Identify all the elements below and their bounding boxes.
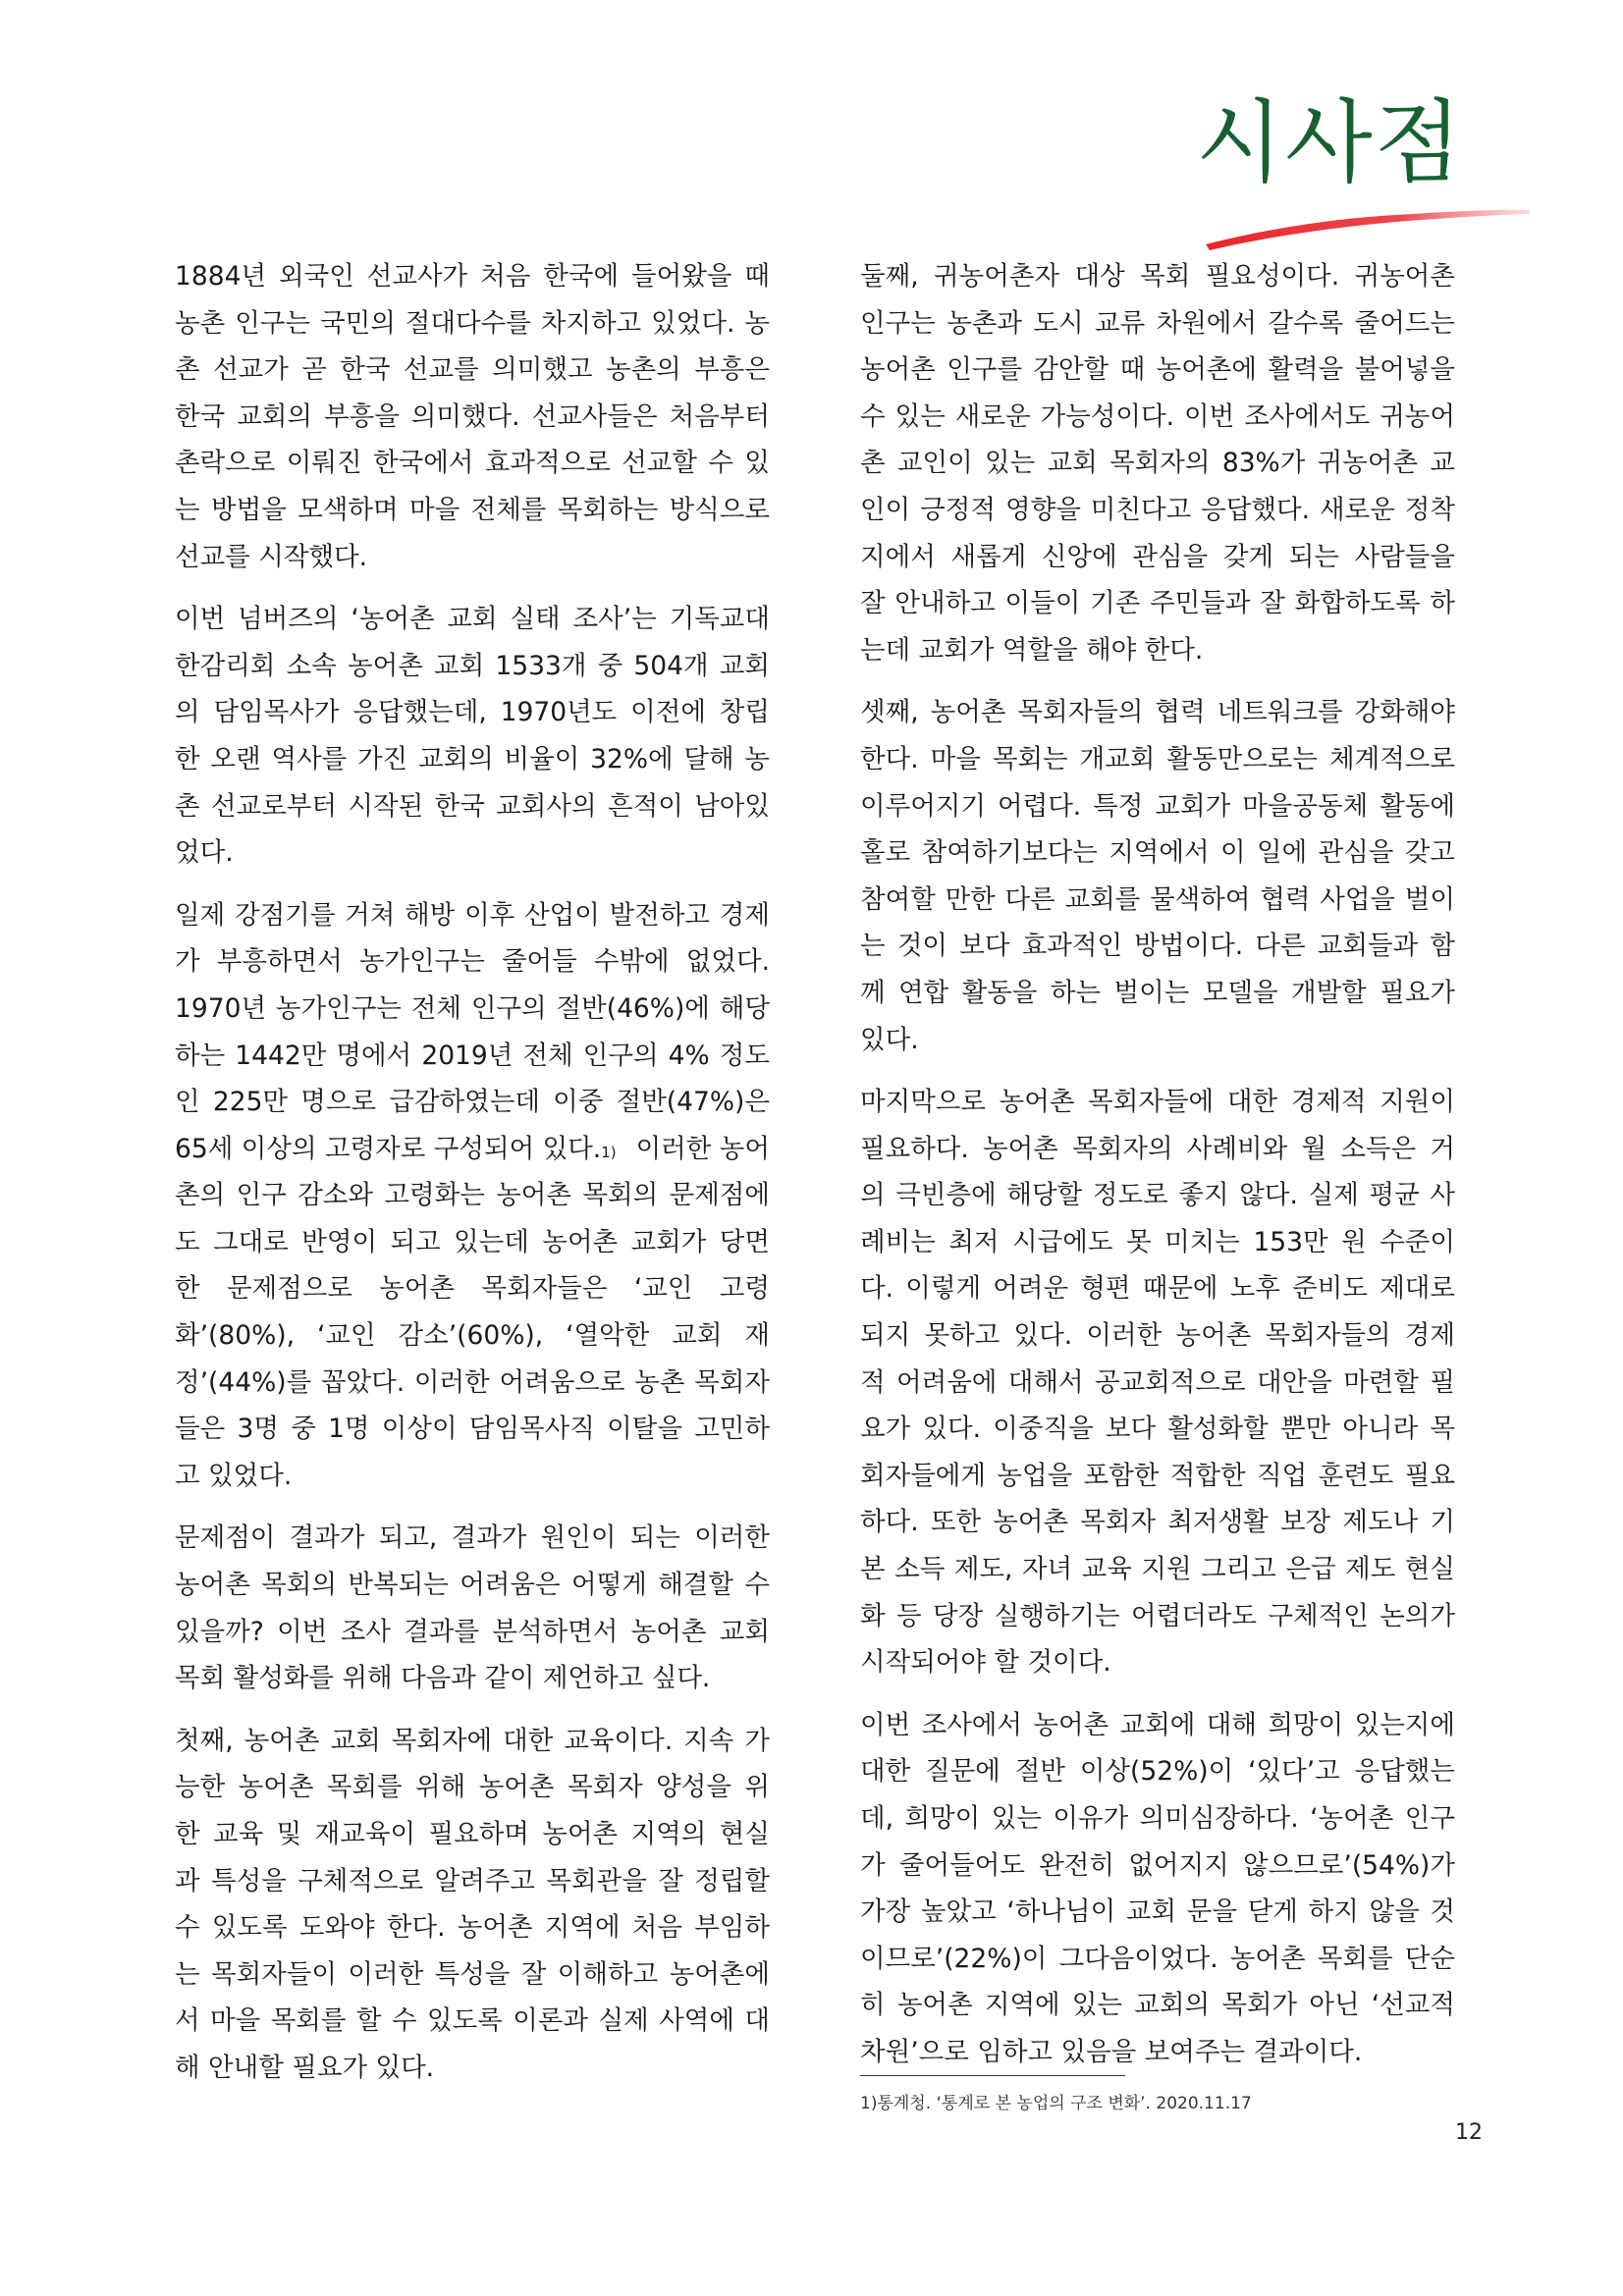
text-line: 하다. 또한 농어촌 목회자 최저생활 보장 제도나 기 xyxy=(860,1507,1455,1538)
text-line: 한국 교회의 부흥을 의미했다. 선교사들은 처음부터 xyxy=(175,400,770,432)
text-line: 농어촌 목회의 반복되는 어려움은 어떻게 해결할 수 xyxy=(175,1570,770,1601)
text-line: 데, 희망이 있는 이유가 의미심장하다. ‘농어촌 인구 xyxy=(860,1803,1455,1834)
text-line: 는 방법을 모색하며 마을 전체를 목회하는 방식으로 xyxy=(175,494,770,525)
text-line: 한 오랜 역사를 가진 교회의 비율이 32%에 달해 농 xyxy=(175,743,770,774)
text-line: 시작되어야 할 것이다. xyxy=(860,1647,1111,1679)
text-line: 화’(80%), ‘교인 감소’(60%), ‘열악한 교회 재 xyxy=(175,1320,770,1352)
page-title: 시사점 xyxy=(1196,90,1464,195)
text-line: 촌 선교가 곧 한국 선교를 의미했고 농촌의 부흥은 xyxy=(175,354,770,386)
text-line: 는 것이 보다 효과적인 방법이다. 다른 교회들과 함 xyxy=(860,931,1455,962)
text-line: 적 어려움에 대해서 공교회적으로 대안을 마련할 필 xyxy=(860,1366,1455,1398)
text-line: 차원’으로 임하고 있음을 보여주는 결과이다. xyxy=(860,2036,1363,2067)
paragraph xyxy=(860,689,1455,1063)
text-line: 인 225만 명으로 급감하였는데 이중 절반(47%)은 xyxy=(175,1087,770,1118)
text-line: 첫째, 농어촌 교회 목회자에 대한 교육이다. 지속 가 xyxy=(175,1725,770,1756)
paragraph xyxy=(860,1079,1455,1686)
text-line: 이루어지기 어렵다. 특정 교회가 마을공동체 활동에 xyxy=(860,790,1455,822)
text-line: 서 마을 목회를 할 수 있도록 이론과 실제 사역에 대 xyxy=(175,2005,770,2037)
red-brush-stroke-decoration xyxy=(1200,201,1534,250)
text-line: 홀로 참여하기보다는 지역에서 이 일에 관심을 갖고 xyxy=(860,837,1455,869)
text-line: 께 연합 활동을 하는 벌이는 모델을 개발할 필요가 xyxy=(860,977,1455,1008)
footnote: 1)통계청. ‘통계로 본 농업의 구조 변화’. 2020.11.17 xyxy=(860,2094,1252,2113)
text-line: 촌락으로 이뤄진 한국에서 효과적으로 선교할 수 있 xyxy=(175,448,770,479)
text-line: 인이 긍정적 영향을 미친다고 응답했다. 새로운 정착 xyxy=(860,494,1455,525)
text-line: 는데 교회가 역할을 해야 한다. xyxy=(860,634,1204,666)
text-line: 수 있는 새로운 가능성이다. 이번 조사에서도 귀농어 xyxy=(860,400,1455,432)
paragraph xyxy=(175,253,770,580)
text-line: 농촌 인구는 국민의 절대다수를 차지하고 있었다. 농 xyxy=(175,307,770,339)
text-line: 선교를 시작했다. xyxy=(175,541,368,572)
text-line: 정’(44%)를 꼽았다. 이러한 어려움으로 농촌 목회자 xyxy=(175,1366,770,1398)
text-line: 촌의 인구 감소와 고령화는 농어촌 목회의 문제점에 xyxy=(175,1180,770,1211)
paragraph xyxy=(175,892,770,1500)
text-line: 1884년 외국인 선교사가 처음 한국에 들어왔을 때 xyxy=(175,261,770,292)
text-line: 이번 넘버즈의 ‘농어촌 교회 실태 조사’는 기독교대 xyxy=(175,604,770,635)
text-line: 촌 교인이 있는 교회 목회자의 83%가 귀농어촌 교 xyxy=(860,448,1455,479)
text-line: 농어촌 인구를 감안할 때 농어촌에 활력을 불어넣을 xyxy=(860,354,1455,386)
footnote-divider xyxy=(860,2075,1125,2076)
text-line: 이번 조사에서 농어촌 교회에 대해 희망이 있는지에 xyxy=(860,1709,1455,1740)
text-line: 촌 선교로부터 시작된 한국 교회사의 흔적이 남아있 xyxy=(175,790,770,822)
text-line: 한 교육 및 재교육이 필요하며 농어촌 지역의 현실 xyxy=(175,1819,770,1849)
text-line: 었다. xyxy=(175,837,234,869)
text-line: 하는 1442만 명에서 2019년 전체 인구의 4% 정도 xyxy=(175,1040,770,1071)
text-line: 들은 3명 중 1명 이상이 담임목사직 이탈을 고민하 xyxy=(175,1414,770,1445)
text-line: 요가 있다. 이중직을 보다 활성화할 뿐만 아니라 목 xyxy=(860,1414,1455,1445)
text-line: 례비는 최저 시급에도 못 미치는 153만 원 수준이 xyxy=(860,1226,1455,1257)
text-line: 가 줄어들어도 완전히 없어지지 않으므로’(54%)가 xyxy=(860,1849,1455,1881)
text-line: 본 소득 제도, 자녀 교육 지원 그리고 은급 제도 현실 xyxy=(860,1554,1455,1585)
text-line-with-footnote: 65세 이상의 고령자로 구성되어 있다. 1) 이러한 농어 xyxy=(175,1126,770,1173)
text-segment: 이러한 농어 xyxy=(627,1133,770,1164)
right-column xyxy=(860,253,1455,2092)
text-line: 과 특성을 구체적으로 알려주고 목회관을 잘 정립할 xyxy=(175,1865,770,1896)
text-line: 잘 안내하고 이들이 기존 주민들과 잘 화합하도록 하 xyxy=(860,588,1455,619)
text-segment: 65세 이상의 고령자로 구성되어 있다. xyxy=(175,1133,602,1164)
text-line: 는 목회자들이 이러한 특성을 잘 이해하고 농어촌에 xyxy=(175,1958,770,1990)
text-line: 목회 활성화를 위해 다음과 같이 제언하고 싶다. xyxy=(175,1663,711,1694)
text-line: 한감리회 소속 농어촌 교회 1533개 중 504개 교회 xyxy=(175,650,770,681)
left-column xyxy=(175,253,770,2108)
text-line: 지에서 새롭게 신앙에 관심을 갖게 되는 사람들을 xyxy=(860,541,1455,572)
text-line: 히 농어촌 지역에 있는 교회의 목회가 아닌 ‘선교적 xyxy=(860,1990,1455,2021)
text-line: 한 문제점으로 농어촌 목회자들은 ‘교인 고령 xyxy=(175,1273,770,1305)
paragraph xyxy=(860,1702,1455,2076)
text-line: 다. 이렇게 어려운 형편 때문에 노후 준비도 제대로 xyxy=(860,1273,1455,1305)
text-line: 있다. xyxy=(860,1024,919,1055)
text-line: 필요하다. 농어촌 목회자의 사례비와 월 소득은 거 xyxy=(860,1133,1455,1164)
page-number: 12 xyxy=(1455,2120,1483,2145)
text-line: 가 부흥하면서 농가인구는 줄어들 수밖에 없었다. xyxy=(175,946,770,978)
text-line: 일제 강점기를 거쳐 해방 이후 산업이 발전하고 경제 xyxy=(175,899,770,931)
text-line: 대한 질문에 절반 이상(52%)이 ‘있다’고 응답했는 xyxy=(860,1756,1455,1788)
text-line: 인구는 농촌과 도시 교류 차원에서 갈수록 줄어드는 xyxy=(860,307,1455,339)
text-line: 도 그대로 반영이 되고 있는데 농어촌 교회가 당면 xyxy=(175,1226,770,1257)
paragraph xyxy=(175,1718,770,2092)
text-line: 고 있었다. xyxy=(175,1460,293,1491)
text-line: 문제점이 결과가 되고, 결과가 원인이 되는 이러한 xyxy=(175,1522,770,1554)
text-line: 되지 못하고 있다. 이러한 농어촌 목회자들의 경제 xyxy=(860,1320,1455,1352)
text-line: 의 담임목사가 응답했는데, 1970년도 이전에 창립 xyxy=(175,697,770,728)
text-line: 둘째, 귀농어촌자 대상 목회 필요성이다. 귀농어촌 xyxy=(860,261,1455,292)
text-line: 가장 높았고 ‘하나님이 교회 문을 닫게 하지 않을 것 xyxy=(860,1896,1455,1928)
text-line: 1970년 농가인구는 전체 인구의 절반(46%)에 해당 xyxy=(175,992,770,1024)
text-line: 마지막으로 농어촌 목회자들에 대한 경제적 지원이 xyxy=(860,1087,1455,1118)
text-line: 수 있도록 도와야 한다. 농어촌 지역에 처음 부임하 xyxy=(175,1912,770,1944)
text-line: 참여할 만한 다른 교회를 물색하여 협력 사업을 벌이 xyxy=(860,883,1455,915)
text-line: 셋째, 농어촌 목회자들의 협력 네트워크를 강화해야 xyxy=(860,697,1455,728)
paragraph xyxy=(860,253,1455,673)
text-line: 화 등 당장 실행하기는 어렵더라도 구체적인 논의가 xyxy=(860,1600,1455,1631)
text-line: 의 극빈층에 해당할 정도로 좋지 않다. 실제 평균 사 xyxy=(860,1180,1455,1211)
paragraph xyxy=(175,1515,770,1701)
text-line: 해 안내할 필요가 있다. xyxy=(175,2052,435,2083)
paragraph xyxy=(175,596,770,877)
text-line: 능한 농어촌 목회를 위해 농어촌 목회자 양성을 위 xyxy=(175,1772,770,1803)
text-line: 회자들에게 농업을 포함한 적합한 직업 훈련도 필요 xyxy=(860,1460,1455,1491)
text-line: 있을까? 이번 조사 결과를 분석하면서 농어촌 교회 xyxy=(175,1616,770,1647)
text-line: 한다. 마을 목회는 개교회 활동만으로는 체계적으로 xyxy=(860,743,1455,774)
text-line: 이므로’(22%)이 그다음이었다. 농어촌 목회를 단순 xyxy=(860,1943,1455,1974)
